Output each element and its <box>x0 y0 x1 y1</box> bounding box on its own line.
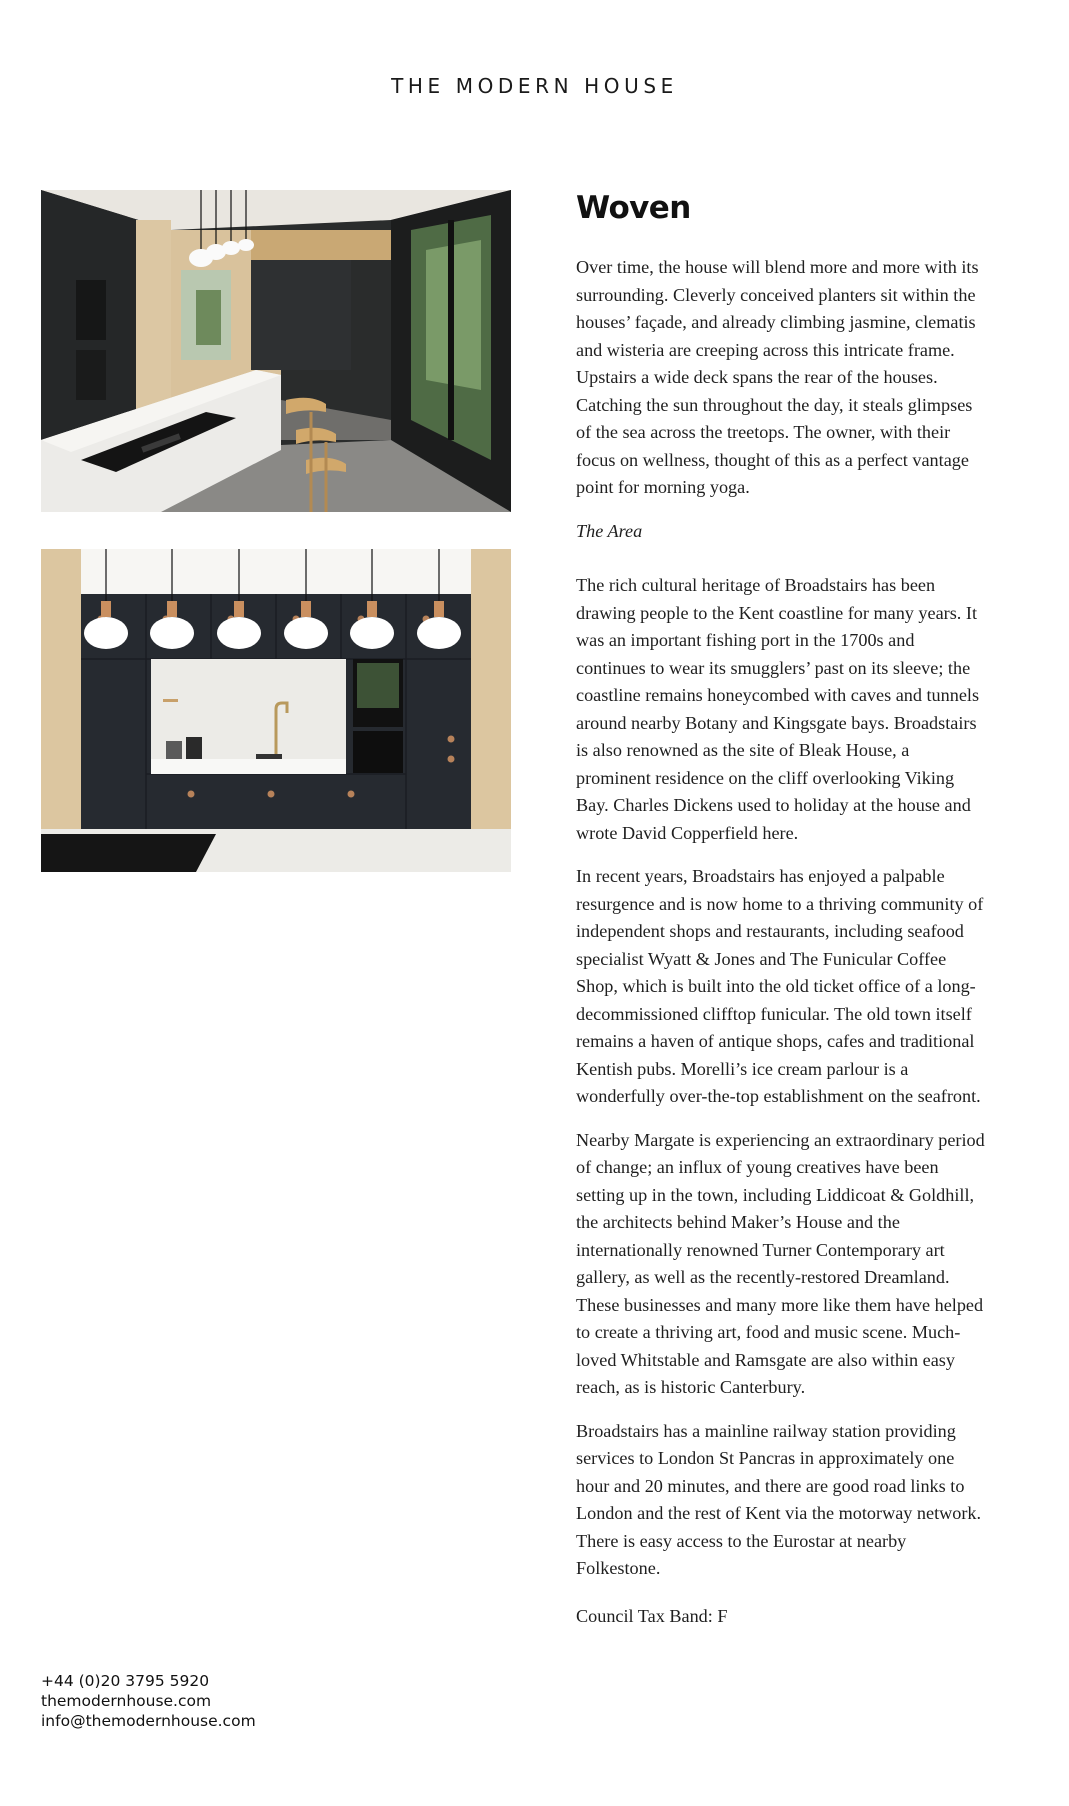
phone-number[interactable]: +44 (0)20 3795 5920 <box>41 1672 210 1690</box>
article <box>576 188 988 1646</box>
paragraph-transport: Broadstairs has a mainline railway station providing services to London St Pancras in approximately one hour and 20 minutes, and there are good road links to London and the rest of Kent via the motorway network. There is easy access to the Eurostar at nearby Folkestone. <box>576 1420 982 1578</box>
website-link[interactable]: themodernhouse.com <box>41 1692 212 1710</box>
email-link[interactable]: info@themodernhouse.com <box>41 1712 256 1730</box>
intro-paragraph: Over time, the house will blend more and more with its surrounding. Cleverly conceived planters sit within the houses’ façade, and already climbing jasmine, clematis and wisteria are creeping across this intricate frame. Upstairs a wide deck spans the rear of the houses. Catching the sun throughout the day, it steals glimpses of the sea across the treetops. The owner, with their focus on wellness, thought of this as a perfect vantage point for morning yoga. <box>576 257 979 497</box>
paragraph-heritage: The rich cultural heritage of Broadstairs has been drawing people to the Kent coastline for many years. It was an important fishing port in the 1700s and continues to wear its smugglers’ past on its sleeve; the coastline remains honeycombed with caves and tunnels around nearby Botany and Kingsgate bays. Broadstairs is also renowned as the site of Bleak House, a prominent residence on the cliff overlooking Viking Bay. Charles Dickens used to holiday at the house and wrote David Copperfield here. <box>576 575 980 843</box>
council-tax-band: Council Tax Band: F <box>576 1605 728 1626</box>
paragraph-resurgence: In recent years, Broadstairs has enjoyed a palpable resurgence and is now home to a thriving community of independent shops and restaurants, including seafood specialist Wyatt & Jones and The Funicular Coffee Shop, which is built into the old ticket office of a long-decommissioned clifftop funicular. The old town itself remains a haven of antique shops, cafes and traditional Kentish pubs. Morelli’s ice cream parlour is a wonderfully over-the-top establishment on the seafront. <box>576 866 984 1106</box>
article-title: Woven <box>576 190 691 226</box>
section-subheading: The Area <box>576 520 643 541</box>
contact-details <box>41 1671 256 1731</box>
paragraph-margate: Nearby Margate is experiencing an extraordinary period of change; an influx of young creatives have been setting up in the town, including Liddicoat & Goldhill, the architects behind Maker’s House and the internationally renowned Turner Contemporary art gallery, as well as the recently-restored Dreamland. These businesses and many more like them have helped to create a thriving art, food and music scene. Much-loved Whitstable and Ramsgate are also within easy reach, as is historic Canterbury. <box>576 1129 985 1397</box>
kitchen-island-photo <box>41 190 511 512</box>
brand-title: THE MODERN HOUSE <box>391 74 678 98</box>
kitchen-wall-photo <box>41 549 511 872</box>
